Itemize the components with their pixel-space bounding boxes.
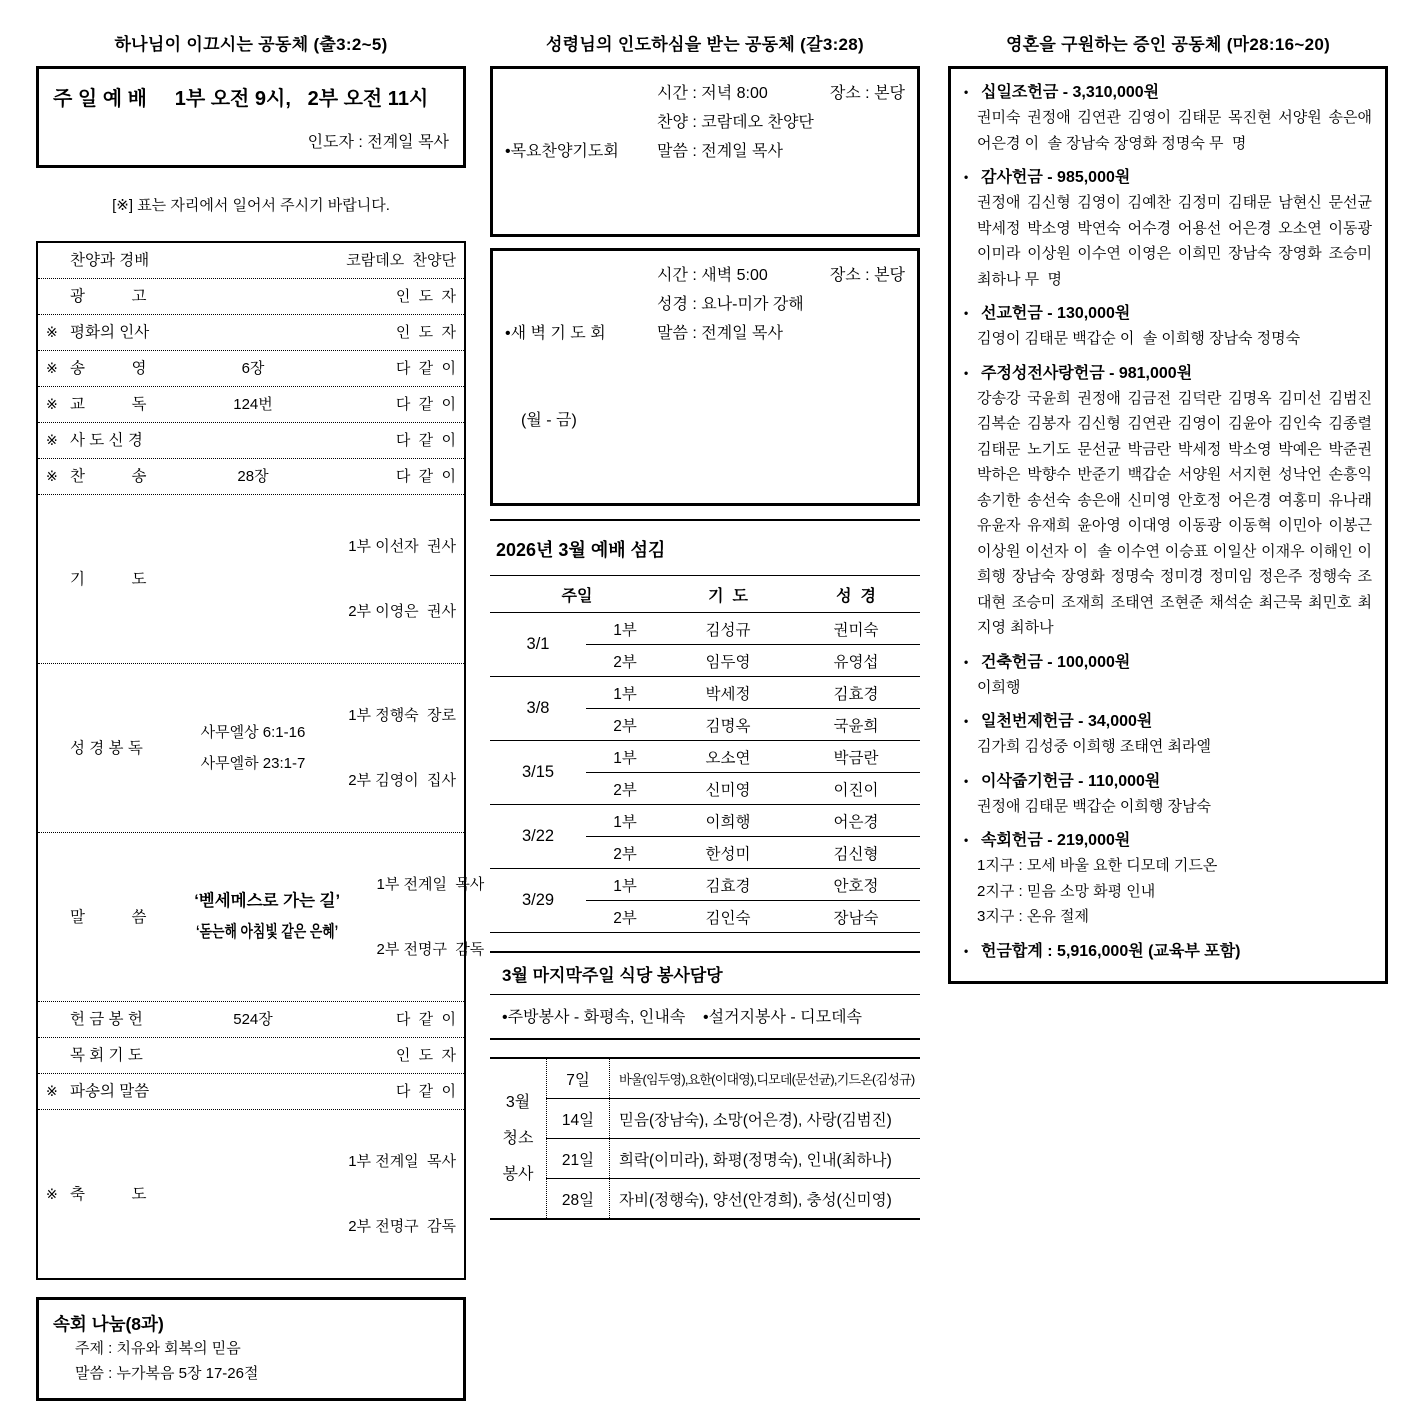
divider: [490, 519, 920, 521]
thursday-prayer-details: [657, 79, 905, 224]
serving-prayer: 신미영: [664, 773, 792, 805]
offering-title-text: 선교헌금 - 130,000원: [981, 305, 1131, 322]
serving-date: 3/22: [490, 805, 586, 869]
serving-scripture: 안호정: [792, 869, 920, 901]
march-serving-table: [490, 575, 920, 933]
offering-title: [964, 769, 1372, 794]
serving-scripture: 국윤희: [792, 709, 920, 741]
order-item-label: 파송의 말씀: [70, 1083, 150, 1100]
order-item-detail: [176, 389, 330, 420]
bullet-icon: •: [964, 833, 969, 847]
order-line: 1부 전계일 목사: [376, 876, 485, 893]
order-item-label: 평화의 인사: [70, 324, 150, 341]
food-service-detail: •주방봉사 - 화평속, 인내속 •설거지봉사 - 디모데속: [490, 995, 920, 1040]
order-item-person: [330, 317, 456, 348]
serving-scripture: 어은경: [792, 805, 920, 837]
bullet-icon: •: [964, 365, 969, 380]
order-row: [38, 315, 464, 351]
offering-item-sanctuary-love: [964, 361, 1372, 641]
order-line: 다 같 이: [395, 468, 456, 485]
bullet-icon: •: [964, 306, 969, 320]
serving-part: 1부: [586, 869, 664, 901]
order-line: 124번: [233, 396, 273, 413]
order-row: [38, 243, 464, 279]
meeting-time-place: [657, 261, 905, 290]
order-item-label: 말 씀: [70, 908, 147, 926]
serving-prayer: 김성규: [664, 613, 792, 645]
serving-date: 3/15: [490, 741, 586, 805]
order-line: 524장: [233, 1011, 273, 1028]
offering-title-text: 십일조헌금 - 3,310,000원: [981, 84, 1160, 101]
cleaning-day: 7일: [547, 1058, 610, 1099]
serving-prayer: 임두영: [664, 645, 792, 677]
order-item-label: 찬 송: [70, 468, 147, 485]
meeting-word: 말씀 : 전계일 목사: [657, 325, 783, 342]
serving-prayer: 김인숙: [664, 901, 792, 933]
order-row: [38, 1002, 464, 1038]
order-line: 코람데오 찬양단: [346, 252, 456, 269]
order-line: 6장: [241, 360, 265, 377]
order-item-detail: [176, 1004, 330, 1035]
order-line: 2부 이영은 권사: [348, 603, 456, 620]
order-line: 다 같 이: [395, 360, 456, 377]
serving-part: 1부: [586, 677, 664, 709]
header-scripture: 성 경: [792, 576, 920, 613]
thursday-praise-prayer-box: [490, 66, 920, 237]
order-line: 다 같 이: [395, 1011, 456, 1028]
meeting-name: •새 벽 기 도 회: [505, 325, 606, 342]
meeting-time-place: [657, 79, 905, 108]
order-item-person: [330, 1076, 456, 1107]
order-line: 인 도 자: [395, 288, 456, 305]
order-item-label: 목 회 기 도: [70, 1047, 143, 1064]
serving-date: 3/8: [490, 677, 586, 741]
order-row: [38, 279, 464, 315]
cleaning-row: [490, 1179, 920, 1220]
serving-scripture: 김신형: [792, 837, 920, 869]
serving-scripture: 권미숙: [792, 613, 920, 645]
serving-part: 2부: [586, 709, 664, 741]
serving-part: 2부: [586, 837, 664, 869]
cleaning-day: 28일: [547, 1179, 610, 1220]
serving-prayer: 박세정: [664, 677, 792, 709]
food-service-section: [490, 951, 920, 1040]
cleaning-label-line: 청소: [502, 1129, 534, 1147]
sermon-titles: [176, 886, 358, 948]
meeting-time: 시간 : 새벽 5:00: [657, 267, 768, 284]
bullet-icon: •: [964, 170, 969, 184]
meeting-name: •목요찬양기도회: [505, 143, 619, 160]
serving-scripture: 이진이: [792, 773, 920, 805]
offering-names: 김가희 김성중 이희행 조태연 최라엘: [977, 738, 1212, 755]
middle-column: [490, 0, 920, 1220]
offering-item-building: [964, 650, 1372, 701]
order-item-label: 기 도: [70, 570, 147, 588]
serving-prayer: 한성미: [664, 837, 792, 869]
worship-order-table: [36, 241, 485, 1280]
order-item-detail: [176, 353, 330, 384]
order-item-label: 축 도: [70, 1185, 147, 1203]
left-section-title: 하나님이 이끄시는 공동체 (출3:2~5): [114, 35, 388, 54]
offerings-box: [948, 66, 1388, 984]
stand-mark: ※: [46, 468, 58, 484]
offering-title: [964, 80, 1372, 105]
offering-item-tithe: [964, 80, 1372, 156]
order-line: 다 같 이: [395, 1083, 456, 1100]
offering-district-line: 3지구 : 온유 절제: [977, 908, 1089, 925]
order-item-label: 헌 금 봉 헌: [70, 1011, 143, 1028]
order-line: 1부 전계일 목사: [348, 1153, 456, 1170]
meeting-place: 장소 : 본당: [829, 267, 905, 284]
offering-names: 이희행: [977, 678, 1021, 696]
cleaning-day: 14일: [547, 1099, 610, 1139]
stand-mark: ※: [46, 432, 58, 448]
order-item-detail: [176, 717, 330, 779]
meeting-praise: 찬양 : 코람데오 찬양단: [657, 114, 814, 131]
serving-prayer: 오소연: [664, 741, 792, 773]
order-line: 다 같 이: [395, 396, 456, 413]
right-section-title: 영혼을 구원하는 증인 공동체 (마28:16~20): [1005, 35, 1331, 54]
offering-item-class: [964, 828, 1372, 930]
order-row: [38, 423, 464, 459]
order-item-person: [330, 245, 456, 276]
offering-item-mission: [964, 301, 1372, 352]
cleaning-teams: 자비(정행숙), 양선(안경희), 충성(신미영): [610, 1179, 921, 1220]
offering-item-thanks: [964, 165, 1372, 292]
offering-title: [964, 361, 1372, 386]
cleaning-label-line: 봉사: [502, 1165, 534, 1183]
stand-mark: ※: [46, 1083, 58, 1099]
serving-row: [490, 613, 920, 645]
serving-part: 2부: [586, 773, 664, 805]
offering-title: [964, 828, 1372, 853]
cleaning-teams: 희락(이미라), 화평(정명숙), 인내(최하나): [610, 1139, 921, 1179]
order-line: 1부 정행숙 장로: [348, 707, 456, 724]
order-line: 2부 전명구 감독: [348, 1218, 456, 1235]
sunday-service-leader: 인도자 : 전계일 목사: [307, 134, 449, 151]
bullet-icon: •: [964, 773, 969, 788]
meeting-time: 시간 : 저녁 8:00: [657, 85, 768, 102]
order-item-label: 교 독: [70, 396, 147, 413]
order-item-label: 찬양과 경배: [70, 252, 150, 269]
serving-scripture: 김효경: [792, 677, 920, 709]
offering-item-thousand: [964, 709, 1372, 760]
bullet-icon: •: [964, 714, 969, 728]
order-row: [38, 1038, 464, 1074]
offering-names: 권정애 김신형 김영이 김예찬 김정미 김태문 남현신 문선균 박세정 박소영 박연숙 어수경 어용선 어은경 오소연 이동광 이미라 이상원 이수연 이영은 이희민 장남숙 장영화 조승미 최하나 무 명: [977, 194, 1372, 288]
order-item-label: 광 고: [70, 288, 147, 305]
serving-scripture: 장남숙: [792, 901, 920, 933]
sunday-service-box: [36, 66, 466, 168]
offering-names: 김영이 김태문 백갑순 이 솔 이희행 장남숙 정명숙: [977, 330, 1301, 347]
order-row: [38, 387, 464, 423]
middle-section-title: 성령님의 인도하심을 받는 공동체 (갈3:28): [545, 35, 865, 54]
offering-title-text: 감사헌금 - 985,000원: [981, 169, 1131, 186]
offering-title-text: 주정성전사랑헌금 - 981,000원: [981, 364, 1193, 382]
header-prayer: 기 도: [664, 576, 792, 613]
order-item-person: [330, 425, 456, 456]
order-item-person: [330, 666, 456, 830]
order-line: 28장: [237, 468, 269, 485]
order-item-person: [330, 1040, 456, 1071]
order-item-person: [330, 1112, 456, 1276]
meeting-days: (월 - 금): [521, 412, 577, 429]
cleaning-teams: 믿음(장남숙), 소망(어은경), 사랑(김범진): [610, 1099, 921, 1139]
offering-title: [964, 301, 1372, 326]
offering-title-text: 이삭줍기헌금 - 110,000원: [981, 772, 1161, 790]
serving-header-row: [490, 576, 920, 613]
order-row: [38, 664, 464, 833]
dawn-prayer-box: [490, 248, 920, 506]
order-item-person: [358, 835, 484, 999]
serving-row: [490, 741, 920, 773]
order-item-label: 송 영: [70, 360, 147, 377]
thursday-prayer-label: [505, 79, 657, 224]
offering-title-text: 건축헌금 - 100,000원: [981, 653, 1131, 671]
cleaning-row: [490, 1139, 920, 1179]
serving-row: [490, 869, 920, 901]
serving-prayer: 김명옥: [664, 709, 792, 741]
order-line: 사무엘하 23:1-7: [200, 755, 306, 772]
bullet-icon: •: [964, 654, 969, 669]
order-line: 2부 김영이 집사: [348, 772, 456, 789]
offering-title: [964, 709, 1372, 734]
stand-mark: ※: [46, 360, 58, 376]
bullet-icon: •: [964, 85, 969, 99]
order-line: 1부 이선자 권사: [348, 538, 456, 555]
order-item-person: [330, 497, 456, 661]
left-column: [36, 0, 485, 1401]
serving-prayer: 이희행: [664, 805, 792, 837]
offering-title: [964, 165, 1372, 190]
sunday-service-times: 주 일 예 배 1부 오전 9시, 2부 오전 11시: [53, 88, 429, 110]
offering-names: 권정애 김태문 백갑순 이희행 장남숙: [977, 797, 1212, 815]
stand-note: [※] 표는 자리에서 일어서 주시기 바랍니다.: [112, 197, 390, 214]
offering-names: 권미숙 권정애 김연관 김영이 김태문 목진현 서양원 송은애 어은경 이 솔 장남숙 장영화 정명숙 무 명: [977, 109, 1372, 152]
offering-title-text: 속회헌금 - 219,000원: [981, 832, 1131, 849]
order-line: 인 도 자: [395, 1047, 456, 1064]
serving-row: [490, 805, 920, 837]
order-item-person: [330, 1004, 456, 1035]
cleaning-label: [490, 1058, 547, 1219]
order-line: 2부 전명구 감독: [376, 941, 485, 958]
sermon-title-2: ‘돋는해 아침빛 같은 은혜’: [196, 923, 339, 941]
offering-title: [964, 650, 1372, 675]
offering-names: 강송강 국윤희 권정애 김금전 김덕란 김명옥 김미선 김범진 김복순 김봉자 김신형 김연관 김영이 김윤아 김인숙 김종렬 김태문 노기도 문선균 박금란 박세정 박소영 박예은 박준권 박하은 박향수 반준기 백갑순 서양원 서지현 성낙언 손흥익 송기한 송선숙 송은애 신미영 안호정 어은경 여홍미 유나래 유윤자 유재희 윤아영 이대영 이동광 이동혁 이민아 이봉근 이상원 이선자 이 솔 이수연 이승표 이일산 이재우 이해인 이희행 장남숙 장영화 정명숙 정미경 정미임 정은주 정행숙 조대현 조승미 조재희 조태연 조현준 채석순 최근묵 최민호 최지영 최하나: [977, 389, 1372, 636]
order-item-label: 성 경 봉 독: [70, 739, 143, 757]
march-serving-title: 2026년 3월 예배 섬김: [496, 540, 666, 560]
order-item-person: [330, 389, 456, 420]
order-row: [38, 459, 464, 495]
serving-row: [490, 677, 920, 709]
right-column: [948, 0, 1388, 984]
order-row-sermon: [38, 833, 485, 1002]
serving-date: 3/1: [490, 613, 586, 677]
serving-prayer: 김효경: [664, 869, 792, 901]
serving-part: 1부: [586, 613, 664, 645]
offering-title: [964, 939, 1372, 964]
class-meeting-title: 속회 나눔(8과): [53, 1314, 164, 1334]
cleaning-row: [490, 1099, 920, 1139]
dawn-prayer-details: [657, 261, 905, 493]
order-item-person: [330, 353, 456, 384]
bullet-icon: •: [964, 943, 969, 958]
cleaning-day: 21일: [547, 1139, 610, 1179]
serving-part: 1부: [586, 741, 664, 773]
order-item-person: [330, 281, 456, 312]
march-cleaning-table: [490, 1057, 920, 1220]
meeting-bible: 성경 : 요나-미가 강해: [657, 296, 804, 313]
order-line: 사무엘상 6:1-16: [200, 724, 306, 741]
order-row: [38, 1074, 464, 1110]
offering-item-gleaning: [964, 769, 1372, 820]
stand-mark: ※: [46, 324, 58, 340]
order-row: [38, 495, 464, 664]
class-meeting-scripture: 말씀 : 누가복음 5장 17-26절: [75, 1365, 259, 1382]
serving-date: 3/29: [490, 869, 586, 933]
serving-scripture: 박금란: [792, 741, 920, 773]
stand-mark: ※: [46, 1185, 58, 1202]
meeting-word: 말씀 : 전계일 목사: [657, 143, 783, 160]
offering-district-line: 2지구 : 믿음 소망 화평 인내: [977, 882, 1156, 900]
order-row: [38, 1110, 464, 1278]
dawn-prayer-label: [505, 261, 657, 493]
order-item-person: [330, 461, 456, 492]
order-item-detail: [176, 461, 330, 492]
offering-district-line: 1지구 : 모세 바울 요한 디모데 기드온: [977, 857, 1218, 874]
serving-part: 1부: [586, 805, 664, 837]
offering-total: [964, 939, 1372, 964]
food-service-title: 3월 마지막주일 식당 봉사담당: [490, 951, 920, 995]
cleaning-label-line: 3월: [505, 1093, 531, 1111]
serving-part: 2부: [586, 645, 664, 677]
offering-title-text: 헌금합계 : 5,916,000원 (교육부 포함): [981, 942, 1241, 960]
order-row: [38, 351, 464, 387]
header-date: 주일: [490, 576, 664, 613]
cleaning-row: [490, 1058, 920, 1099]
order-line: 인 도 자: [395, 324, 456, 341]
cleaning-teams: 바울(임두영),요한(이대영),디모데(문선균),기드온(김성규): [610, 1058, 921, 1099]
offering-title-text: 일천번제헌금 - 34,000원: [981, 713, 1153, 730]
stand-mark: ※: [46, 396, 58, 412]
order-line: 다 같 이: [395, 432, 456, 449]
class-meeting-box: [36, 1297, 466, 1401]
serving-scripture: 유영섭: [792, 645, 920, 677]
order-item-label: 사 도 신 경: [70, 432, 143, 449]
serving-part: 2부: [586, 901, 664, 933]
class-meeting-topic: 주제 : 치유와 회복의 믿음: [75, 1340, 241, 1357]
meeting-place: 장소 : 본당: [829, 85, 905, 102]
sermon-title-1: ‘벧세메스로 가는 길’: [194, 892, 341, 910]
